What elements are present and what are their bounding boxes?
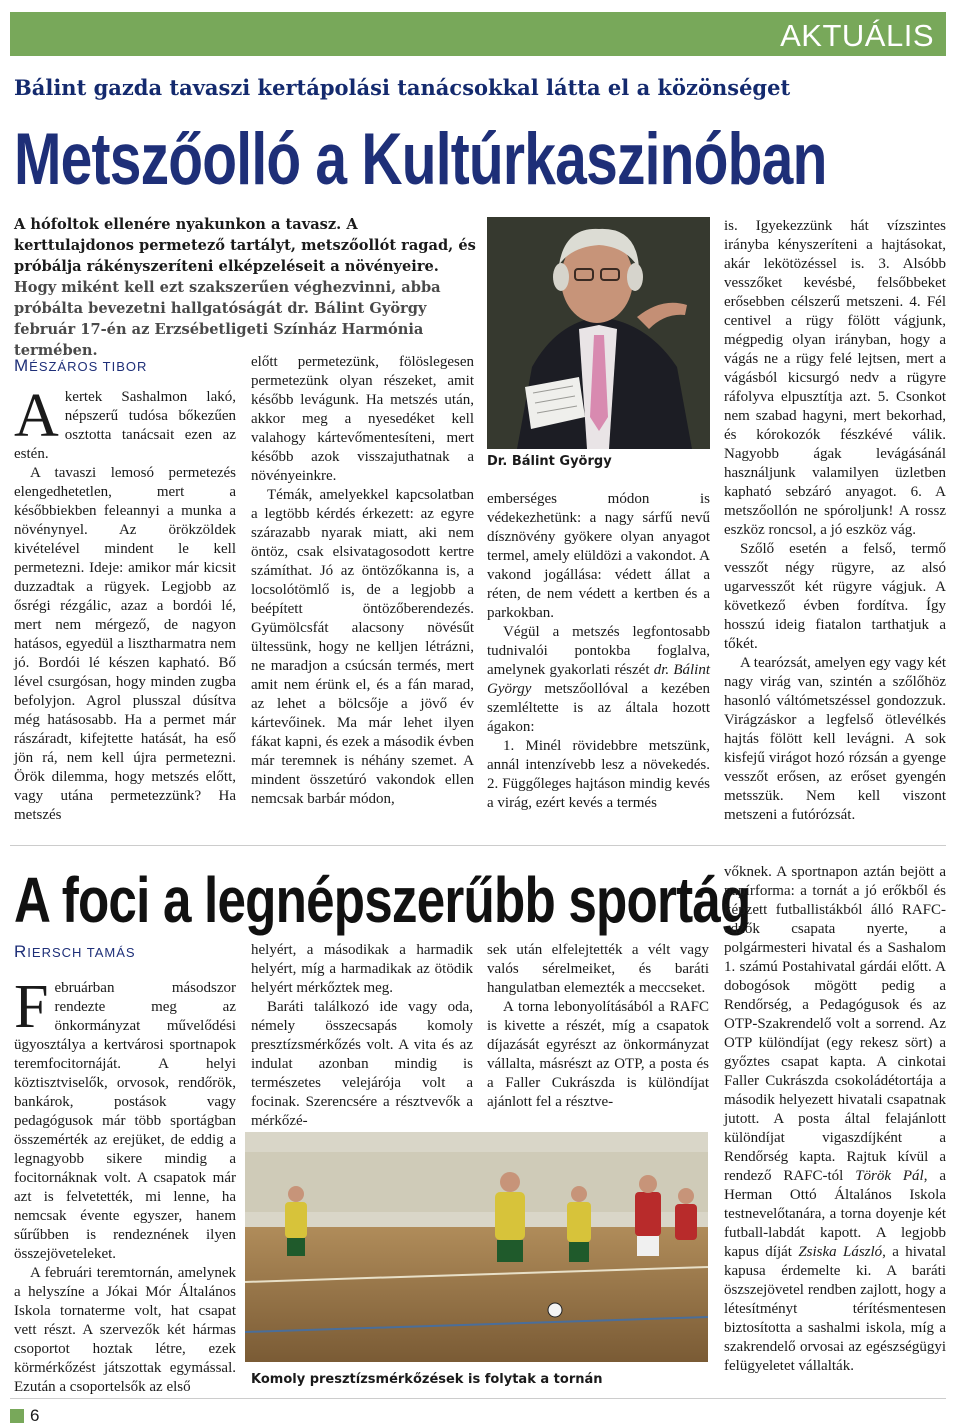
paragraph: Baráti találkozó ide vagy oda, némely összecsapás komoly presztízsmérkőzés volt. A vita és az indulat azonban mindig is természetes velejárója volt a focinak. Szerencsére a résztvevők a mérkőzé-	[251, 999, 473, 1129]
paragraph: helyért, a másodikak a harmadik helyért, míg a harmadikak az ötödik helyért mérkőztek meg.	[251, 942, 473, 996]
paragraph: A torna lebonyolításából a RAFC is kivette a részét, míg a csapatok díjazását egyrészt az önkormányzat vállalta, másrészt az OTP, a posta és a Faller Cukrászda is különdíjat ajánlott fel a résztve-	[487, 999, 709, 1110]
byline-rest: ÉSZÁROS TIBOR	[29, 359, 148, 374]
paragraph: sek után elfelejtették a vélt vagy valós sérelmeiket, és baráti hangulatban elemezték a meccseket.	[487, 942, 709, 996]
paragraph: emberséges módon is védekezhetünk: a nagy sárfű nevű dísznövény gyökere olyan anyagot termel, amely elüldözi a vakondot. A vakond jogállása: védett állat a réten, de nem védett a kertben és a parkokban.	[487, 491, 710, 621]
article2-column-2	[251, 941, 473, 1131]
paragraph: A tearózsát, amelyen egy vagy két nagy virág van, szintén a szőlőhöz hasonló váltómetszéssel gondozzuk. Virágzáskor a legfelső ötlevélkés hajtás fölött kell levágni. A sok kisfejű virágot hozó rózsán a gyenge vesszőt erősen, az erőset gyengén metsszük. Nem kell viszont metszeni a futórózsát.	[724, 655, 946, 823]
article2-column-4	[724, 863, 946, 1376]
drop-cap: A	[14, 382, 59, 450]
article-kicker: Bálint gazda tavaszi kertápolási tanácsokkal látta el a közönséget	[14, 75, 791, 100]
sports-photo	[245, 1132, 708, 1362]
paragraph: Témák, amelyekkel kapcsolatban a legtöbb kérdés érkezett: az egyre szárazabb nyarak miatt, aki nem öntöz, csak elsivatagosodott kertre számíthat. Jó az öntözőkanna is, a locsolótömlő is, de a legjobb a beépített öntözőberendezés. Gyümölcsfát alacsony növésűt ültessünk, hogy ne kelljen létrázni, ne maradjon a csúcsán termés, mert amit nem érünk el, és a fán marad, az lehet a bölcsője a jövő év kártevőinek. Ma már lehet ilyen fákat kapni, és ezek a második évben már teremnek is néhány szemet. A mindent összetúró vakondok ellen nemcsak barbár módon,	[251, 487, 474, 807]
page-marker	[10, 1409, 24, 1423]
paragraph: kertek Sashalmon lakó, népszerű tudósa bőkezűen osztotta tanácsait ezen az estén.	[14, 389, 236, 462]
paragraph: , a hivatal kapusa érdemelte ki. A baráti öszszejövetel rendben zajlott, hogy a létesítményt térítésmentesen biztosította a sashalmi iskola, míg a szakrendelő orvosai az egészségügyi felügyeletet vállalták.	[724, 1244, 947, 1374]
paragraph: ebruárban másodszor rendezte meg az önkormányzat művelődési ügyosztálya a kertvárosi sportnapok teremfocitornáját. A helyi köztisztviselők, orvosok, rendőrök, bankárok, postások vagy pedagógusok már több sportágban összemérték az erejüket, de eddig a legnagyobb sikere mindig a focitornáknak volt. A csapatok már azt is felvetették, mi lenne, ha nemcsak évente egyszer, hanem sűrűbben is rendeznének ilyen összejöveteleket.	[14, 980, 236, 1262]
portrait-caption: Dr. Bálint György	[487, 454, 612, 469]
article2-byline	[14, 942, 136, 962]
paragraph: A februári teremtornán, amelynek a helyszíne a Jókai Mór Általános Iskola tornaterme volt, hat csapat vett részt. A szervezők két hármas csoportot hoztak létre, ezek körmérkőzést játszottak egymással. Ezután a csoportelsők az első	[14, 1265, 236, 1395]
byline-initial: R	[14, 942, 28, 961]
article-column-2	[251, 353, 474, 809]
article-lead	[14, 214, 476, 361]
sports-photo-caption: Komoly presztízsmérkőzések is folytak a tornán	[251, 1372, 603, 1387]
lead-bold: A hófoltok ellenére nyakunkon a tavasz. A kerttulajdonos permetező tartályt, metszőollót ragad, és próbálja rákényszeríteni elképzeléseit a növényeire.	[14, 216, 476, 275]
paragraph: előtt permetezünk, fölöslegesen permetezünk olyan részeket, amit később levágunk. Ha metszés után, akkor meg a nyesedéket kell valahogy kártevőmentesíteni, mert később azok visszajuthatnak a növényeinkre.	[251, 354, 474, 484]
paragraph: A tavaszi lemosó permetezés elengedhetetlen, mert a későbbiekben feleannyi a munka a növénynyel. Az örökzöldek kivételével mindent le kell permetezni. Ideje: amikor már kicsit duzzadtak a rügyek. Legjobb az ősrégi rézgálic, azaz a bordói lé, mert nem mérgező, de nagyon hatásos, egyedül a lisztharmatra nem jó. Bordói lé készen kapható. Bő lével csurgósan, hogy minden zugba befolyjon. Agrol plusszal dúsítva még hatásosabb. Ha a permet már rászáradt, kifejtette hatását, ha eső jön rá, nem kell újra permetezni. Örök dilemma, hogy metszés előtt, vagy utána permetezzünk? Ha metszés	[14, 465, 236, 823]
article-column-3	[487, 490, 710, 813]
byline-initial: M	[14, 356, 30, 375]
paragraph: Szőlő esetén a felső, termő vesszőt négy rügyre, az alsó ugarvesszőt két rügyre vágjuk. A következő évben fordítva. Így hosszú ideig fiatalon tarthatjuk a tőkét.	[724, 541, 946, 652]
article2-column-1	[14, 973, 236, 1397]
portrait-photo	[487, 217, 710, 449]
article-column-1	[14, 382, 236, 825]
section-title: AKTUÁLIS	[780, 18, 934, 53]
person-name: dr. Bálint György	[487, 662, 710, 697]
paragraph: Végül a metszés legfontosabb tudnivalói pontokba foglalva, amelynek gyakorlati részét	[487, 624, 710, 678]
drop-cap: F	[14, 973, 49, 1041]
article-byline	[14, 356, 147, 376]
article-column-4	[724, 217, 946, 825]
paragraph: vőknek. A sportnapon aztán bejött a papírforma: a tornát a jó erőkből és képzett futballistákból álló RAFC-edzők csapata nyerte, a polgármesteri hivatal és a Sashalom 1. számú Postahivatal gárdái előtt. A dobogósok mögött pedig a Rendőrség, a Pedagógusok és az OTP-Szakrendelő volt a sorrend. Az OTP különdíjat (egy rekesz sört) a győztes csapat kapta. A cinkotai Faller Cukrászda csokoládétortája a második helyezett hivatali csapatnak jutott. A posta által felajánlott különdíjat vigaszdíjként a Rendőrség kapta. Rajtuk kívül a rendező RAFC-tól	[724, 864, 946, 1184]
article-headline: Metszőolló a Kultúrkaszinóban	[14, 119, 827, 200]
footer-rule	[10, 1398, 946, 1399]
page-number: 6	[30, 1406, 40, 1425]
paragraph: 1. Minél rövidebbre metszünk, annál intenzívebb lesz a növekedés. 2. Függőleges hajtáson mindig kevés a virág, ezért kevés a termés	[487, 738, 710, 811]
person-name: Zsiska László	[798, 1244, 883, 1260]
section-divider	[10, 845, 946, 846]
person-name: Török Pál	[855, 1168, 924, 1184]
article2-column-3	[487, 941, 709, 1112]
article2-headline: A foci a legnépszerűbb sportág	[14, 864, 751, 936]
paragraph: metszőollóval a kezében szemléltette is az általa hozott ágakon:	[487, 681, 710, 735]
byline-rest: IERSCH TAMÁS	[27, 945, 136, 960]
paragraph: , a Herman Ottó Általános Iskola testnevelőtanára, a torna doyenje két futball-labdát kapott. A legjobb kapus díját	[724, 1168, 946, 1260]
lead-rest: Hogy miként kell ezt szakszerűen véghezvinni, abba próbálta bevezetni hallgatóságát dr. Bálint György február 17-én az Erzsébetligeti Színház Harmónia termében.	[14, 279, 441, 359]
section-bar	[10, 12, 946, 56]
paragraph: is. Igyekezzünk hát vízszintes irányba kényszeríteni a hajtásokat, akár lekötözéssel is. 3. Alsóbb vesszőket kevésbé, felsőbbeket erősebben célszerű metszeni. 4. Fél centivel a rügy fölött vágjunk, mégpedig olyan irányban, hogy a vágás ne a rügy felé lejtsen, mert a vágásból kicsurgó nedv a rügyre ráfolyva elpusztítja azt. 5. Csonkot nem szabad hagyni, mert bekorhad, és kórokozók fészkévé válik. Nagyobb ágak levágásánál használjunk valamilyen üzletben kapható sebzáró anyagot. 6. A metszőollón ne spóroljunk! A rossz eszköz roncsol, a jó eszköz vág.	[724, 218, 946, 538]
